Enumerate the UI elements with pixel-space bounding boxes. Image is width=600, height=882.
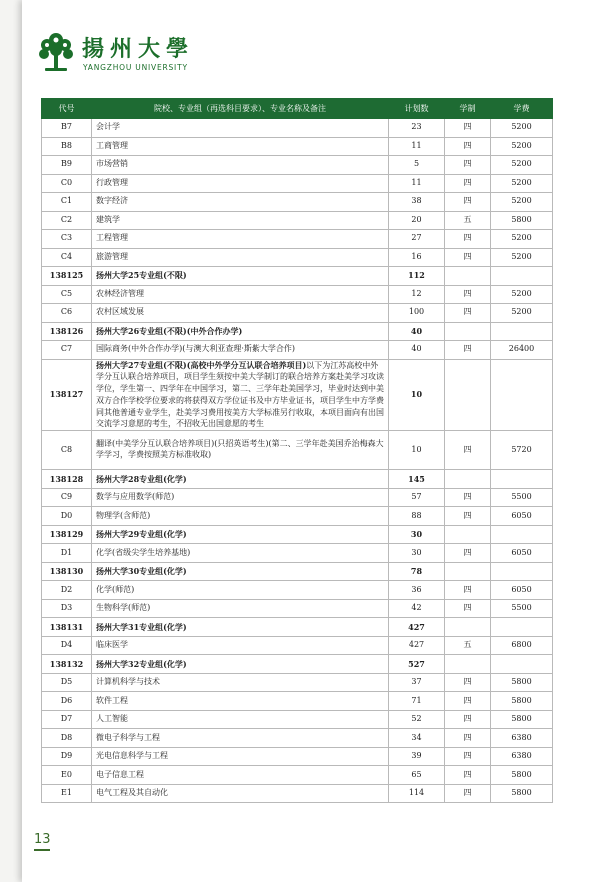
code-cell: D5: [42, 673, 92, 692]
table-row: [42, 729, 553, 748]
table-row: [42, 766, 553, 785]
tuition-cell: 5800: [491, 211, 553, 230]
table-row: [42, 599, 553, 618]
code-cell: C0: [42, 174, 92, 193]
plan-count-cell: 88: [389, 507, 445, 526]
table-row: [42, 544, 553, 563]
name-cell: 计算机科学与技术: [92, 673, 389, 692]
code-cell: B7: [42, 119, 92, 138]
duration-cell: 四: [445, 581, 491, 600]
duration-cell: [445, 618, 491, 637]
code-cell: C9: [42, 488, 92, 507]
code-cell: D9: [42, 747, 92, 766]
duration-cell: 四: [445, 341, 491, 360]
plan-count-cell: 11: [389, 137, 445, 156]
duration-cell: 四: [445, 766, 491, 785]
table-row: [42, 304, 553, 323]
table-row: [42, 581, 553, 600]
table-row: [42, 119, 553, 138]
plan-count-cell: 12: [389, 285, 445, 304]
plan-count-cell: 5: [389, 156, 445, 175]
duration-cell: 四: [445, 507, 491, 526]
plan-count-cell: 114: [389, 784, 445, 803]
name-cell: [92, 359, 389, 431]
tuition-cell: 5800: [491, 710, 553, 729]
plan-count-cell: 71: [389, 692, 445, 711]
table-row: [42, 156, 553, 175]
table-row: [42, 784, 553, 803]
tuition-cell: 5200: [491, 174, 553, 193]
group-row: [42, 525, 553, 544]
plan-count-cell: 11: [389, 174, 445, 193]
plan-count-cell: 52: [389, 710, 445, 729]
name-cell: 电子信息工程: [92, 766, 389, 785]
code-cell: 138127: [42, 359, 92, 431]
code-cell: 138131: [42, 618, 92, 637]
group-title: 扬州大学27专业组(不限)(高校中外学分互认联合培养项目): [96, 359, 307, 370]
duration-cell: 四: [445, 673, 491, 692]
code-cell: B9: [42, 156, 92, 175]
code-cell: C3: [42, 230, 92, 249]
name-cell: 会计学: [92, 119, 389, 138]
code-cell: C1: [42, 193, 92, 212]
duration-cell: 四: [445, 119, 491, 138]
code-cell: D6: [42, 692, 92, 711]
page-number-underline: [34, 849, 50, 851]
name-cell: 建筑学: [92, 211, 389, 230]
tuition-cell: 5200: [491, 137, 553, 156]
table-row: [42, 285, 553, 304]
logo-english-name: YANGZHOU UNIVERSITY: [83, 63, 188, 72]
name-cell: 扬州大学30专业组(化学): [92, 562, 389, 581]
tuition-cell: 5200: [491, 193, 553, 212]
tuition-cell: 6380: [491, 729, 553, 748]
plan-count-cell: 78: [389, 562, 445, 581]
header-duration: 学制: [445, 99, 491, 119]
duration-cell: 四: [445, 304, 491, 323]
duration-cell: 四: [445, 692, 491, 711]
tuition-cell: [491, 267, 553, 286]
duration-cell: 四: [445, 431, 491, 470]
group-row: [42, 470, 553, 489]
table-row: [42, 488, 553, 507]
name-cell: 临床医学: [92, 636, 389, 655]
tuition-cell: 5500: [491, 599, 553, 618]
duration-cell: 四: [445, 729, 491, 748]
name-cell: 化学(省级尖学生培养基地): [92, 544, 389, 563]
name-cell: 化学(师范): [92, 581, 389, 600]
name-cell: 人工智能: [92, 710, 389, 729]
duration-cell: 四: [445, 137, 491, 156]
group-row: [42, 618, 553, 637]
name-cell: 行政管理: [92, 174, 389, 193]
code-cell: D7: [42, 710, 92, 729]
header-plan-count: 计划数: [389, 99, 445, 119]
table-row: [42, 747, 553, 766]
plan-count-cell: 30: [389, 525, 445, 544]
tuition-cell: 5720: [491, 431, 553, 470]
plan-count-cell: 40: [389, 341, 445, 360]
table-body: [42, 119, 553, 803]
code-cell: C2: [42, 211, 92, 230]
plan-count-cell: 42: [389, 599, 445, 618]
code-cell: C5: [42, 285, 92, 304]
header-code: 代号: [42, 99, 92, 119]
tuition-cell: [491, 562, 553, 581]
code-cell: C8: [42, 431, 92, 470]
name-cell: 软件工程: [92, 692, 389, 711]
group-row: [42, 655, 553, 674]
name-cell: 旅游管理: [92, 248, 389, 267]
tuition-cell: 6050: [491, 507, 553, 526]
name-cell: 扬州大学26专业组(不限)(中外合作办学): [92, 322, 389, 341]
name-cell: 工程管理: [92, 230, 389, 249]
duration-cell: [445, 267, 491, 286]
table-row: [42, 692, 553, 711]
group-row: [42, 562, 553, 581]
tuition-cell: [491, 470, 553, 489]
code-cell: D4: [42, 636, 92, 655]
name-cell: 农林经济管理: [92, 285, 389, 304]
name-cell: 物理学(含师范): [92, 507, 389, 526]
plan-count-cell: 39: [389, 747, 445, 766]
duration-cell: 四: [445, 248, 491, 267]
plan-count-cell: 16: [389, 248, 445, 267]
tuition-cell: 5200: [491, 285, 553, 304]
tuition-cell: 5500: [491, 488, 553, 507]
table-row: [42, 636, 553, 655]
tuition-cell: [491, 655, 553, 674]
plan-count-cell: 527: [389, 655, 445, 674]
plan-count-cell: 38: [389, 193, 445, 212]
plan-count-cell: 427: [389, 618, 445, 637]
code-cell: 138126: [42, 322, 92, 341]
name-cell: 电气工程及其自动化: [92, 784, 389, 803]
table-row: [42, 193, 553, 212]
duration-cell: [445, 562, 491, 581]
duration-cell: 五: [445, 211, 491, 230]
plan-count-cell: 145: [389, 470, 445, 489]
duration-cell: 四: [445, 193, 491, 212]
table-header-row: [42, 99, 553, 119]
code-cell: 138128: [42, 470, 92, 489]
code-cell: D0: [42, 507, 92, 526]
code-cell: 138130: [42, 562, 92, 581]
plan-count-cell: 57: [389, 488, 445, 507]
code-cell: B8: [42, 137, 92, 156]
name-cell: 扬州大学29专业组(化学): [92, 525, 389, 544]
tuition-cell: [491, 322, 553, 341]
duration-cell: [445, 359, 491, 431]
tuition-cell: 6050: [491, 581, 553, 600]
duration-cell: 五: [445, 636, 491, 655]
header-name: 院校、专业组（再选科目要求）、专业名称及备注: [92, 99, 389, 119]
tree-emblem-icon: [36, 30, 76, 74]
group-row: [42, 359, 553, 431]
table-row: [42, 211, 553, 230]
header-tuition: 学费: [491, 99, 553, 119]
name-cell: 生物科学(师范): [92, 599, 389, 618]
code-cell: 138132: [42, 655, 92, 674]
tuition-cell: 5800: [491, 692, 553, 711]
code-cell: C7: [42, 341, 92, 360]
tuition-cell: 5200: [491, 156, 553, 175]
duration-cell: [445, 525, 491, 544]
duration-cell: 四: [445, 230, 491, 249]
name-cell: 农村区域发展: [92, 304, 389, 323]
duration-cell: 四: [445, 599, 491, 618]
plan-count-cell: 427: [389, 636, 445, 655]
code-cell: 138125: [42, 267, 92, 286]
duration-cell: [445, 655, 491, 674]
duration-cell: 四: [445, 174, 491, 193]
table-row: [42, 507, 553, 526]
code-cell: D8: [42, 729, 92, 748]
table-row: [42, 174, 553, 193]
table-row: [42, 431, 553, 470]
logo-chinese-name: 揚州大學: [82, 36, 195, 62]
table-row: [42, 341, 553, 360]
plan-count-cell: 37: [389, 673, 445, 692]
admission-plan-table: [41, 98, 553, 803]
tuition-cell: 6380: [491, 747, 553, 766]
table-row: [42, 230, 553, 249]
plan-count-cell: 27: [389, 230, 445, 249]
name-cell: 数字经济: [92, 193, 389, 212]
tuition-cell: 5800: [491, 784, 553, 803]
tuition-cell: [491, 525, 553, 544]
tuition-cell: 5200: [491, 304, 553, 323]
tuition-cell: [491, 618, 553, 637]
name-cell: 工商管理: [92, 137, 389, 156]
tuition-cell: 5800: [491, 766, 553, 785]
group-row: [42, 322, 553, 341]
university-logo: [36, 30, 216, 78]
plan-count-cell: 20: [389, 211, 445, 230]
code-cell: C6: [42, 304, 92, 323]
code-cell: E1: [42, 784, 92, 803]
name-cell: 国际商务(中外合作办学)(与澳大利亚查理·斯紫大学合作): [92, 341, 389, 360]
duration-cell: 四: [445, 285, 491, 304]
page-number: 13: [34, 832, 51, 847]
name-cell: 扬州大学25专业组(不限): [92, 267, 389, 286]
plan-count-cell: 100: [389, 304, 445, 323]
duration-cell: 四: [445, 488, 491, 507]
table-row: [42, 248, 553, 267]
name-cell: 微电子科学与工程: [92, 729, 389, 748]
name-cell: 翻译(中美学分互认联合培养项目)(只招英语考生)(第二、三学年赴美国乔治梅森大学学习，学费按照美方标准收取): [92, 431, 389, 470]
group-note: 以下为江苏高校中外学分互认联合培养项目，项目学生须按中美大学制订的联合培养方案赴美学习攻读学位，学生第一、四学年在中国学习，第二、三学年赴美国学习，毕业时达到中美双方合作学校学位要求的将获得双方学位证书及中方毕业证书，项目学生中方学费同其他普通专业学生，赴美学习费用按美方大学标准另行收取，本项目面向有出国交流学习意愿的考生，不招收无出国意愿的考生: [96, 360, 384, 429]
plan-count-cell: 30: [389, 544, 445, 563]
plan-count-cell: 34: [389, 729, 445, 748]
name-cell: 光电信息科学与工程: [92, 747, 389, 766]
tuition-cell: [491, 359, 553, 431]
tuition-cell: 5200: [491, 248, 553, 267]
tuition-cell: 5800: [491, 673, 553, 692]
duration-cell: 四: [445, 784, 491, 803]
duration-cell: 四: [445, 544, 491, 563]
tuition-cell: 6050: [491, 544, 553, 563]
duration-cell: [445, 322, 491, 341]
table-row: [42, 710, 553, 729]
tuition-cell: 26400: [491, 341, 553, 360]
name-cell: 扬州大学32专业组(化学): [92, 655, 389, 674]
duration-cell: [445, 470, 491, 489]
plan-count-cell: 10: [389, 359, 445, 431]
tuition-cell: 6800: [491, 636, 553, 655]
code-cell: E0: [42, 766, 92, 785]
duration-cell: 四: [445, 156, 491, 175]
code-cell: D1: [42, 544, 92, 563]
tuition-cell: 5200: [491, 230, 553, 249]
code-cell: C4: [42, 248, 92, 267]
plan-count-cell: 112: [389, 267, 445, 286]
code-cell: D2: [42, 581, 92, 600]
plan-count-cell: 40: [389, 322, 445, 341]
duration-cell: 四: [445, 710, 491, 729]
code-cell: D3: [42, 599, 92, 618]
plan-count-cell: 23: [389, 119, 445, 138]
plan-count-cell: 10: [389, 431, 445, 470]
table-row: [42, 137, 553, 156]
name-cell: 扬州大学28专业组(化学): [92, 470, 389, 489]
tuition-cell: 5200: [491, 119, 553, 138]
name-cell: 扬州大学31专业组(化学): [92, 618, 389, 637]
name-cell: 数学与应用数学(师范): [92, 488, 389, 507]
plan-count-cell: 65: [389, 766, 445, 785]
table-row: [42, 673, 553, 692]
plan-count-cell: 36: [389, 581, 445, 600]
name-cell: 市场营销: [92, 156, 389, 175]
group-row: [42, 267, 553, 286]
duration-cell: 四: [445, 747, 491, 766]
code-cell: 138129: [42, 525, 92, 544]
